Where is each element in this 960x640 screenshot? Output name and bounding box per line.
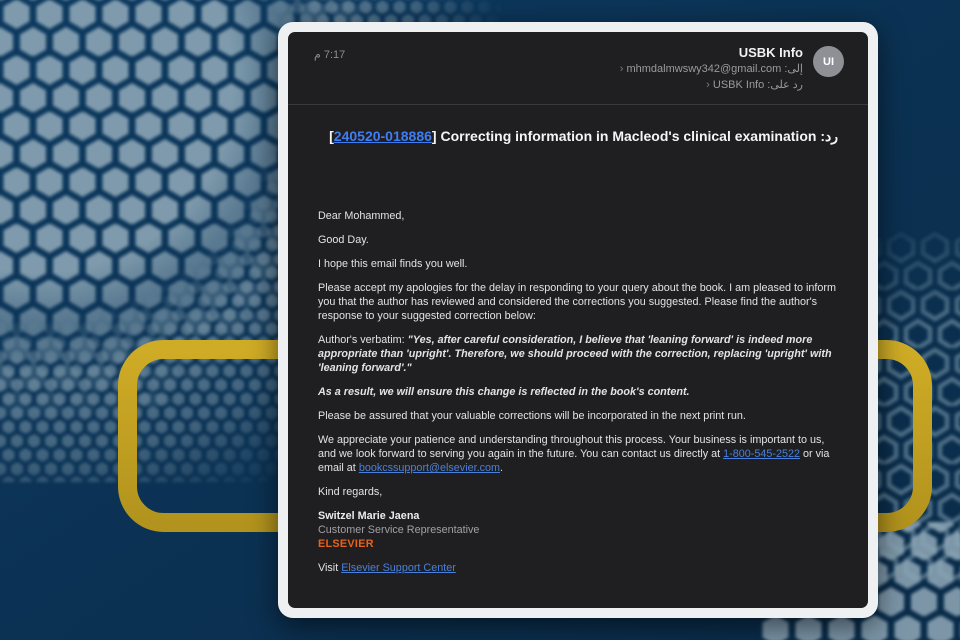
reply-to-line[interactable]: [620, 77, 803, 93]
elsevier-logo-text: ELSEVIER: [318, 538, 374, 550]
to-label: إلى:: [784, 63, 803, 75]
support-email-link[interactable]: bookcssupport@elsevier.com: [358, 462, 500, 474]
sender-name: USBK Info: [738, 45, 803, 60]
paragraph: Please be assured that your valuable corrections will be incorporated in the next print run.: [318, 410, 746, 422]
closing: Kind regards,: [318, 486, 383, 498]
light-smudge: [132, 393, 172, 407]
subject-reply-prefix: رد:: [820, 128, 838, 144]
ticket-bracket: ]: [431, 128, 437, 144]
contact-text: or via email at: [318, 448, 830, 474]
email-card-inner: [288, 32, 868, 608]
result-paragraph: As a result, we will ensure this change is reflected in the book's content.: [318, 386, 690, 398]
header-divider: [288, 104, 868, 105]
paragraph: Please accept my apologies for the delay in responding to your query about the book. I am pleased to inform you that the author has reviewed and considered the corrections you suggested. Please find the author's response to your suggested correction below:: [318, 282, 836, 322]
greeting: Dear Mohammed,: [318, 210, 405, 222]
contact-text: We appreciate your patience and understanding throughout this process. Your business is important to us, and we look forward to serving you again in the future. You can contact us directly at: [318, 434, 825, 460]
sender-text: [620, 44, 803, 93]
visit-label: Visit: [318, 562, 342, 574]
email-card: [278, 22, 878, 618]
author-quote: "Yes, after careful consideration, I believe that 'leaning forward' is indeed more appropriate than 'upright'. Therefore, we should proceed with the correction, replacing 'upright' with 'leaning forward'.": [318, 334, 832, 374]
verbatim-label: Author's verbatim:: [318, 334, 408, 346]
chevron-left-icon: ‹: [619, 63, 624, 75]
reply-value[interactable]: USBK Info: [712, 79, 765, 91]
support-center-link[interactable]: Elsevier Support Center: [341, 562, 456, 574]
to-address[interactable]: mhmdalmwswy342@gmail.com: [626, 63, 782, 75]
visit-line: [318, 561, 842, 575]
ticket-bracket: [: [329, 128, 334, 144]
subject-text: Correcting information in Macleod's clinical examination: [440, 128, 817, 144]
email-time: 7:17 م: [314, 49, 346, 61]
contact-text: .: [500, 462, 503, 474]
signature-name: Switzel Marie Jaena: [318, 510, 420, 522]
avatar[interactable]: UI: [813, 46, 844, 77]
to-line[interactable]: [620, 61, 803, 77]
subject-line: [318, 125, 838, 147]
email-header: [288, 32, 868, 104]
email-body: [318, 209, 842, 575]
reply-label: رد على:: [767, 79, 803, 91]
signature-block: [318, 509, 842, 551]
contact-paragraph: [318, 433, 842, 475]
chevron-left-icon: ‹: [706, 79, 710, 91]
signature-title: Customer Service Representative: [318, 524, 480, 536]
author-verbatim-paragraph: [318, 333, 842, 375]
sender-block: [620, 44, 844, 93]
phone-link[interactable]: 1-800-545-2522: [723, 448, 800, 460]
paragraph: Good Day.: [318, 234, 369, 246]
ticket-reference: [329, 128, 436, 144]
ticket-number-link[interactable]: 240520-018886: [333, 128, 432, 144]
paragraph: I hope this email finds you well.: [318, 258, 468, 270]
